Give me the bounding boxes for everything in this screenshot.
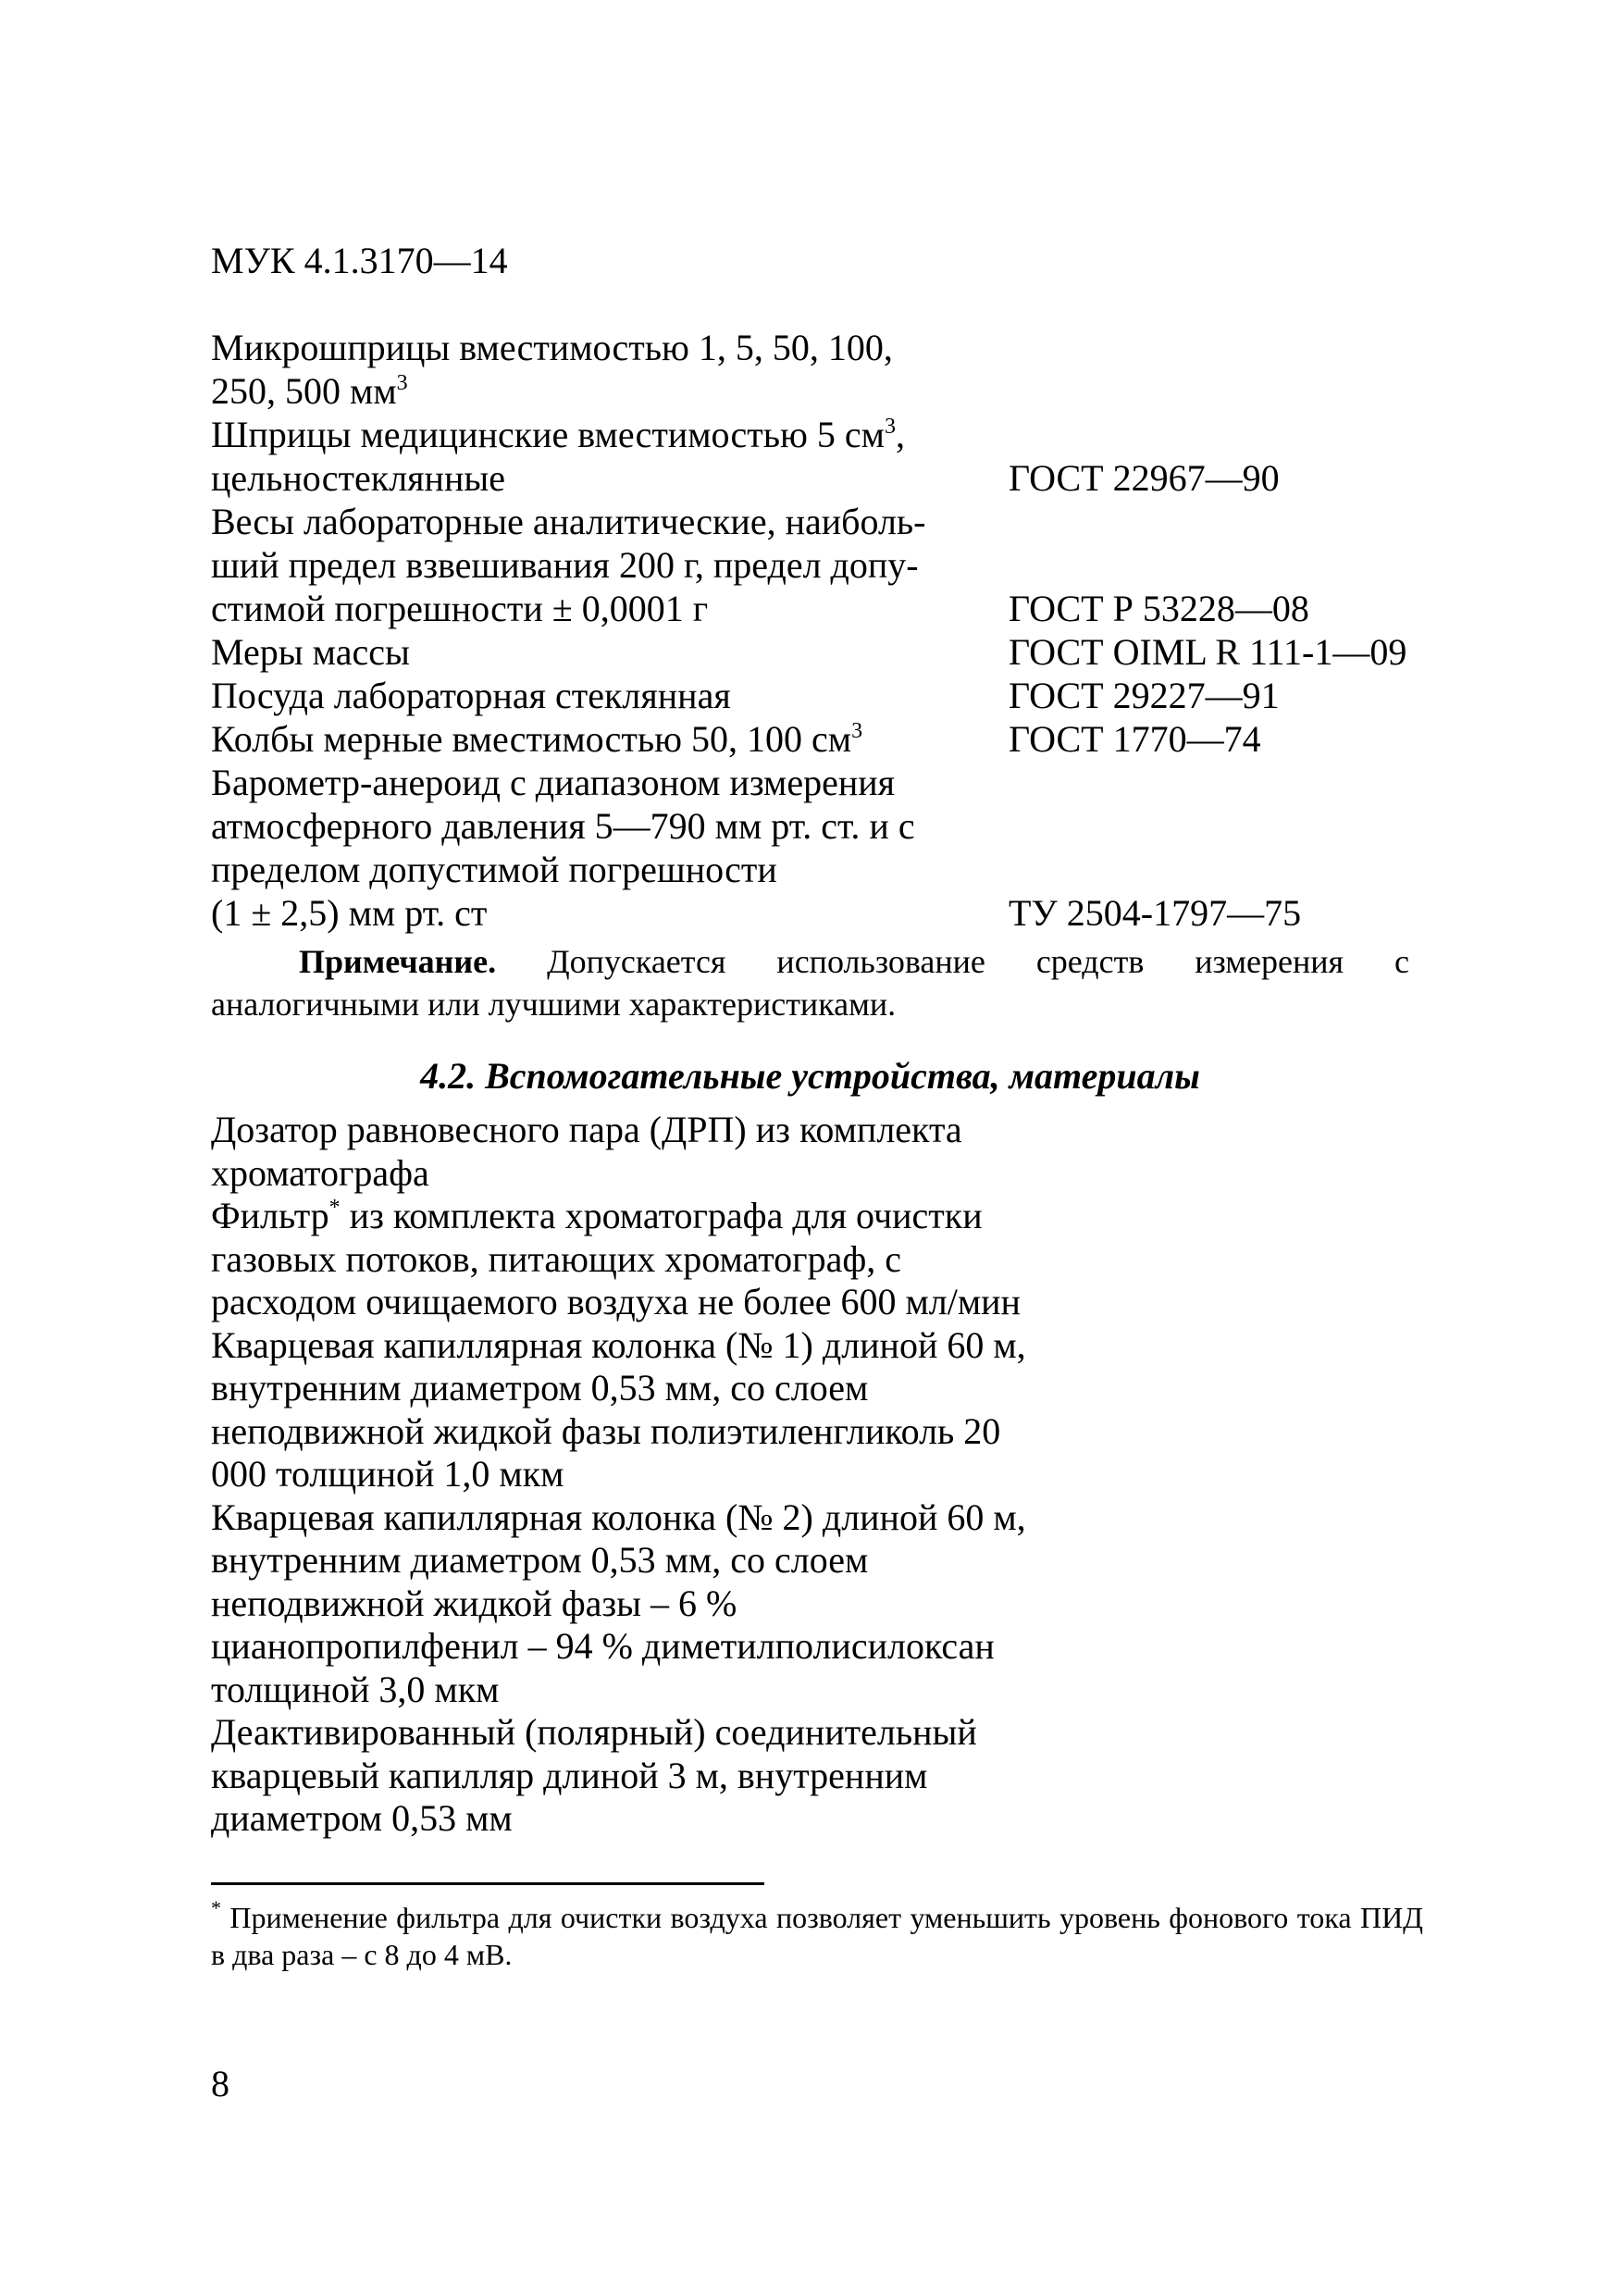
equipment-row-barometer [211,761,1488,935]
auxiliary-list [211,1109,1044,1841]
footnote-mark: * [211,1896,221,1919]
equipment-row-flasks [211,717,1488,761]
equipment-standard: ГОСТ Р 53228—08 [1009,588,1309,629]
equipment-name: Шприцы медицинские вместимостью 5 $см^3$, цельностеклянные [211,414,905,499]
equipment-name: Посуда лабораторная стеклянная [211,675,731,716]
page-number: 8 [211,2063,229,2104]
equipment-standard: ТУ 2504-1797—75 [1009,892,1302,934]
equipment-name: Барометр-анероид с диапазоном измерения атмосферного давления 5—790 мм рт. ст. и с пределом допустимой погрешности (1 ± 2,5) мм рт. ст [211,762,915,934]
equipment-standard: ГОСТ 22967—90 [1009,457,1280,499]
aux-item-vapor-dispenser: Дозатор равновесного пара (ДРП) из комплекта хроматографа [211,1109,962,1194]
equipment-standard: ГОСТ 1770—74 [1009,718,1261,760]
footnote-separator [211,1882,764,1885]
equipment-name: Весы лабораторные аналитические, наиболь- ший предел взвешивания 200 г, предел допу- стимой погрешности ± 0,0001 г [211,501,926,629]
note-label: Примечание. [299,943,497,980]
aux-item-capillary: Деактивированный (полярный) соединительный кварцевый капилляр длиной 3 м, внутренним диаметром 0,53 мм [211,1711,977,1839]
equipment-standard: ГОСТ 29227—91 [1009,675,1280,716]
equipment-row-scales [211,500,1488,630]
note-text: Допускается использование средств измерения с аналогичными или лучшими характеристиками. [211,943,1409,1023]
section-heading: 4.2. Вспомогательные устройства, материалы [420,1055,1200,1097]
equipment-name: Колбы мерные вместимостью 50, 100 $см^3$ [211,718,863,760]
aux-item-column-1: Кварцевая капиллярная колонка (№ 1) длиной 60 м, внутренним диаметром 0,53 мм, со слоем неподвижной жидкой фазы полиэтиленгликоль 20 000 толщиной 1,0 мкм [211,1323,1026,1495]
equipment-standard: ГОСТ OIML R 111-1—09 [1009,631,1407,673]
equipment-row-weights [211,630,1488,674]
aux-item-column-2: Кварцевая капиллярная колонка (№ 2) длиной 60 м, внутренним диаметром 0,53 мм, со слоем неподвижной жидкой фазы – 6 % цианопропилфенил – 94 % диметилполисилоксан толщиной 3,0 мкм [211,1496,1026,1710]
equipment-name: Микрошприцы вместимостью 1, 5, 50, 100, 250, 500 $мм^3$ [211,327,893,412]
equipment-row-syringes [211,413,1488,500]
equipment-list [211,326,1488,935]
aux-item-filter: Фильтр* из комплекта хроматографа для очистки газовых потоков, питающих хроматограф, с расходом очищаемого воздуха не более 600 мл/мин [211,1195,1021,1322]
note-paragraph [211,940,1409,1025]
equipment-row-microsyringes [211,326,1488,413]
equipment-row-glassware [211,674,1488,717]
document-code-header: МУК 4.1.3170—14 [211,240,508,281]
footnote-reference: * [328,1196,341,1220]
equipment-name: Меры массы [211,631,410,673]
footnote [211,1896,1423,1973]
footnote-text: Применение фильтра для очистки воздуха позволяет уменьшить уровень фонового тока ПИД в два раза – с 8 до 4 мВ. [211,1901,1423,1971]
